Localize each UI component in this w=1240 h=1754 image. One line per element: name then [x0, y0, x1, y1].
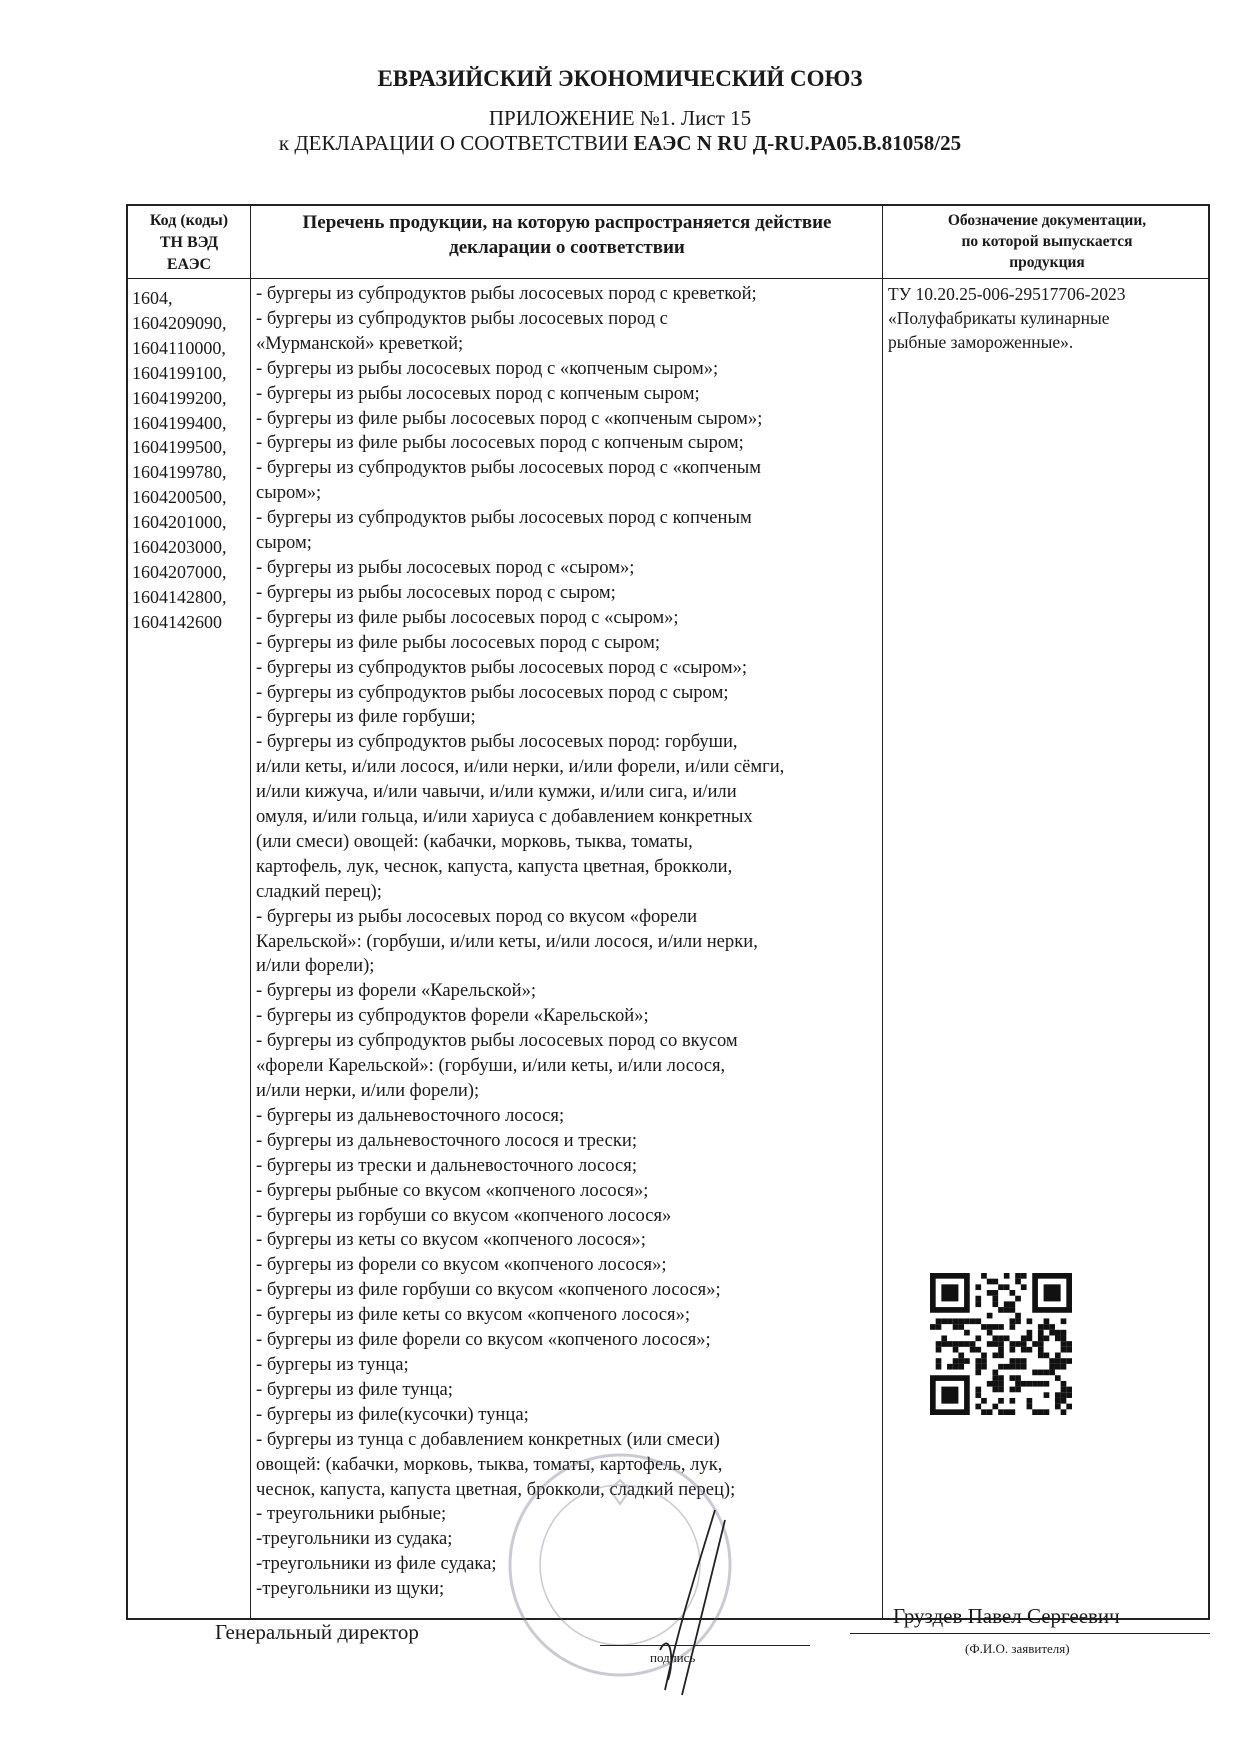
product-line: -треугольники из щуки; [256, 1578, 445, 1600]
header-line: Перечень продукции, на которую распространяется действие [302, 212, 832, 233]
product-line: - бургеры из рыбы лососевых пород со вкусом «форели [256, 905, 698, 927]
product-line: - бургеры из филе рыбы лососевых пород с «копченым сыром»; [256, 407, 763, 429]
product-line: сладкий перец); [256, 880, 382, 902]
code-item: 1604199400, [132, 412, 227, 433]
doc-line: «Полуфабрикаты кулинарные [888, 308, 1110, 328]
product-line: - бургеры из субпродуктов рыбы лососевых пород: горбуши, [256, 731, 738, 753]
products-list [256, 282, 784, 1602]
header-line: декларации о соответствии [449, 237, 685, 258]
name-caption: (Ф.И.О. заявителя) [965, 1641, 1070, 1656]
product-line: - бургеры из филе рыбы лососевых пород с сыром; [256, 631, 661, 653]
code-item: 1604201000, [132, 512, 227, 533]
product-line: - бургеры из рыбы лососевых пород с «сыром»; [256, 556, 635, 578]
product-line: - бургеры из кеты со вкусом «копченого лосося»; [256, 1229, 646, 1251]
product-line: картофель, лук, чеснок, капуста, капуста цветная, брокколи, [256, 855, 733, 877]
code-item: 1604199200, [132, 387, 227, 408]
product-line: сыром; [256, 532, 312, 554]
product-line: - бургеры из субпродуктов рыбы лососевых пород с «копченым [256, 457, 762, 479]
product-line: - бургеры из дальневосточного лосося и трески; [256, 1129, 637, 1151]
name-line [850, 1633, 1210, 1634]
product-line: - бургеры из субпродуктов рыбы лососевых пород с копченым [256, 507, 752, 529]
qr-code-icon [930, 1273, 1072, 1415]
product-line: «Мурманской» креветкой; [256, 332, 464, 354]
product-line: -треугольники из судака; [256, 1528, 453, 1550]
product-line: - бургеры из филе рыбы лососевых пород с копченым сыром; [256, 432, 744, 454]
appendix-title: ПРИЛОЖЕНИЕ №1. Лист 15 [488, 106, 752, 130]
product-line: - бургеры из рыбы лососевых пород с сыром; [256, 581, 616, 603]
product-line: - бургеры из филе горбуши со вкусом «копченого лосося»; [256, 1279, 721, 1301]
product-line: чеснок, капуста, капуста цветная, брокколи, сладкий перец); [256, 1478, 736, 1500]
product-line: - бургеры из субпродуктов форели «Карельской»; [256, 1005, 649, 1027]
product-line: - бургеры из филе кеты со вкусом «копченого лосося»; [256, 1304, 691, 1326]
product-line: - бургеры из субпродуктов рыбы лососевых пород с [256, 307, 668, 329]
code-item: 1604142800, [132, 586, 227, 607]
product-line: - бургеры рыбные со вкусом «копченого лосося»; [256, 1179, 649, 1201]
declaration-title [0, 131, 1240, 156]
product-line: - бургеры из филе горбуши; [256, 706, 476, 728]
product-line: - бургеры из субпродуктов рыбы лососевых пород с сыром; [256, 681, 729, 703]
doc-line: ТУ 10.20.25-006-29517706-2023 [888, 284, 1126, 304]
col-docs-header [884, 210, 1210, 273]
product-line: - бургеры из горбуши со вкусом «копченого лосося» [256, 1204, 672, 1226]
header-line: продукция [1009, 254, 1085, 271]
code-item: 1604200500, [132, 487, 227, 508]
product-line: сыром»; [256, 482, 322, 504]
product-line: - бургеры из субпродуктов рыбы лососевых пород с креветкой; [256, 283, 757, 304]
product-line: и/или нерки, и/или форели); [256, 1080, 480, 1101]
code-item: 1604199500, [132, 437, 227, 458]
product-line: - бургеры из тунца с добавлением конкретных (или смеси) [256, 1428, 720, 1450]
col-products-header [252, 210, 882, 260]
product-line: - бургеры из рыбы лососевых пород с «копченым сыром»; [256, 357, 719, 379]
code-item: 1604142600 [132, 611, 222, 632]
product-line: - бургеры из субпродуктов рыбы лососевых пород с «сыром»; [256, 656, 748, 678]
header-divider [128, 278, 1208, 279]
product-line: - бургеры из филе(кусочки) тунца; [256, 1403, 529, 1425]
declaration-number: ЕАЭС N RU Д-RU.PA05.B.81058/25 [633, 131, 962, 155]
code-item: 1604, [132, 288, 173, 308]
col-code-header [128, 210, 250, 276]
product-line: - бургеры из филе форели со вкусом «копченого лосося»; [256, 1329, 711, 1351]
header-line: по которой выпускается [961, 233, 1133, 250]
header-line: ЕАЭС [166, 256, 212, 273]
product-line: - треугольники рыбные; [256, 1503, 447, 1525]
product-line: - бургеры из форели «Карельской»; [256, 980, 537, 1002]
column-divider [250, 206, 251, 1618]
documentation-cell [888, 282, 1125, 354]
union-title: ЕВРАЗИЙСКИЙ ЭКОНОМИЧЕСКИЙ СОЮЗ [377, 66, 863, 91]
doc-line: рыбные замороженные». [888, 332, 1074, 352]
product-line: - бургеры из филе рыбы лососевых пород с «сыром»; [256, 606, 679, 628]
product-line: - бургеры из субпродуктов рыбы лососевых пород со вкусом [256, 1030, 738, 1052]
header-line: Обозначение документации, [947, 212, 1147, 229]
product-line: - бургеры из филе тунца; [256, 1378, 453, 1400]
product-line: - бургеры из форели со вкусом «копченого лосося»; [256, 1254, 667, 1276]
product-line: - бургеры из дальневосточного лосося; [256, 1104, 565, 1126]
code-item: 1604199780, [132, 462, 227, 483]
product-line: (или смеси) овощей: (кабачки, морковь, тыква, томаты, [256, 830, 693, 852]
header-line: Код (коды) [149, 212, 229, 229]
product-line: и/или кижуча, и/или чавычи, и/или кумжи, и/или сига, и/или [256, 781, 737, 803]
product-line: - бургеры из тунца; [256, 1353, 409, 1375]
column-divider [882, 206, 883, 1618]
signature [620, 1500, 740, 1700]
product-line: и/или кеты, и/или лосося, и/или нерки, и/или форели, и/или сёмги, [256, 756, 785, 778]
product-line: - бургеры из трески и дальневосточного лосося; [256, 1154, 637, 1176]
product-line: овощей: (кабачки, морковь, тыква, томаты, картофель, лук, [256, 1453, 723, 1475]
product-line: и/или форели); [256, 955, 375, 977]
header-line: ТН ВЭД [159, 234, 219, 251]
product-line: Карельской»: (горбуши, и/или кеты, и/или лосося, и/или нерки, [256, 930, 758, 952]
applicant-name: Груздев Павел Сергеевич [893, 1604, 1120, 1628]
product-line: «форели Карельской»: (горбуши, и/или кеты, и/или лосося, [256, 1055, 726, 1077]
code-item: 1604207000, [132, 561, 227, 582]
code-item: 1604110000, [132, 337, 226, 358]
product-line: омуля, и/или гольца, и/или хариуса с добавлением конкретных [256, 806, 753, 828]
declaration-prefix: к ДЕКЛАРАЦИИ О СООТВЕТСТВИИ [278, 131, 634, 155]
signature-caption: подпись [650, 1650, 696, 1665]
product-line: - бургеры из рыбы лососевых пород с копченым сыром; [256, 382, 700, 404]
code-item: 1604203000, [132, 537, 227, 558]
code-item: 1604209090, [132, 312, 227, 333]
signature-line [600, 1645, 810, 1646]
position-label: Генеральный директор [215, 1620, 419, 1644]
product-line: -треугольники из филе судака; [256, 1553, 497, 1575]
code-item: 1604199100, [132, 362, 227, 383]
tn-ved-codes [132, 286, 227, 635]
